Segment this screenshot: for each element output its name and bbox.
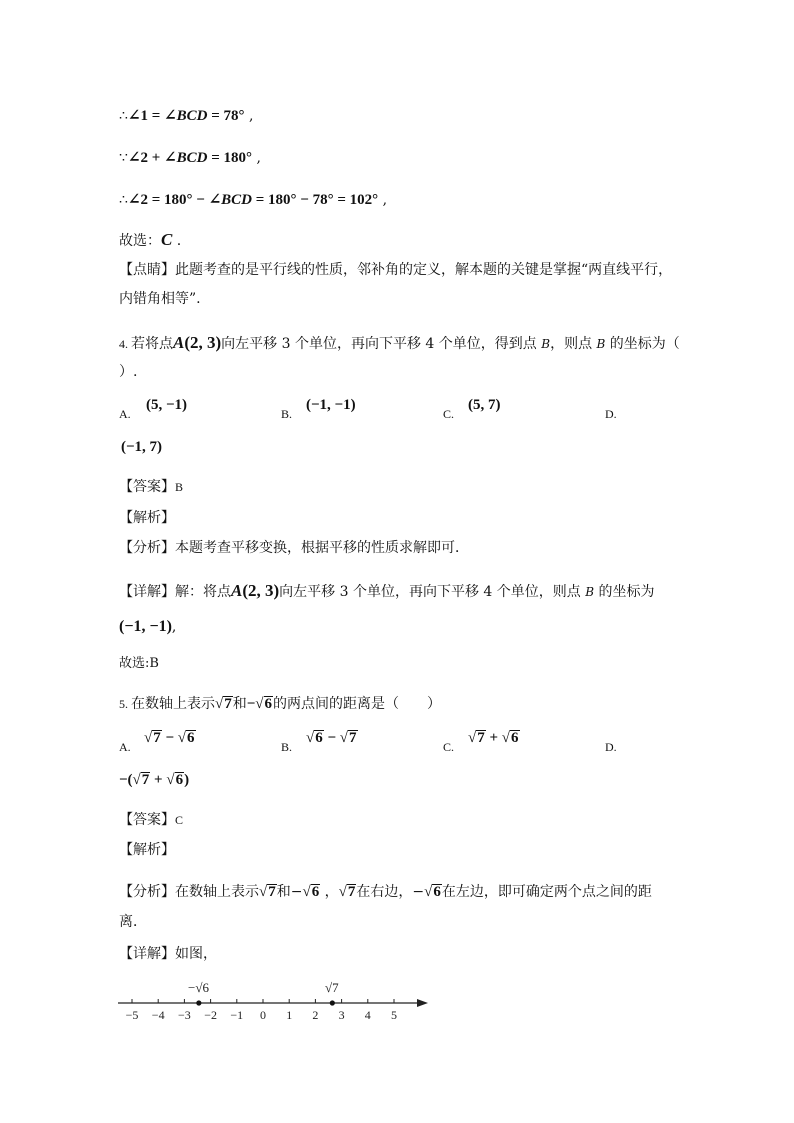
math-text: = 180° − 78° = 102°	[252, 192, 379, 208]
tick-label: 4	[364, 1008, 371, 1022]
tick-label: −3	[178, 1008, 191, 1022]
math-var: BCD	[176, 108, 208, 124]
answer-label: 【答案】	[119, 812, 175, 828]
operator: −	[323, 730, 340, 746]
xiangjie-text: 的坐标为	[594, 584, 655, 600]
q5-fenxi	[119, 882, 652, 902]
math-var: BCD	[221, 192, 252, 208]
operator: +	[150, 772, 167, 788]
q4-fenxi: 【分析】本题考查平移变换，根据平移的性质求解即可．	[119, 540, 469, 556]
arrow-right-icon	[417, 999, 428, 1007]
radicand: 7	[224, 696, 232, 712]
punct: ,	[252, 150, 261, 166]
answer-value: B	[175, 480, 184, 494]
q5-xiangjie: 【详解】如图，	[119, 946, 217, 962]
fenxi-text: 在右边，−	[356, 884, 425, 900]
q5-fenxi-line2: 离．	[119, 914, 147, 930]
stem-text: 的坐标为（	[605, 336, 680, 352]
q5-option-c-value: √7 + √6	[468, 730, 519, 746]
q4-jiexi: 【解析】	[119, 510, 175, 526]
sqrt-icon: √6	[302, 884, 320, 900]
q4-xiangjie	[119, 581, 655, 602]
point-label: A	[231, 581, 243, 600]
math-var: BCD	[176, 150, 208, 166]
radicand: 7	[347, 884, 356, 900]
label-neg-sqrt6: −√6	[188, 980, 209, 995]
punct: .	[172, 233, 182, 249]
sqrt-icon: √7	[259, 884, 276, 900]
math-text: ∠2 = 180° − ∠	[127, 192, 222, 208]
q5-option-b-letter: B.	[281, 740, 293, 754]
radicand: 6	[511, 730, 519, 746]
fenxi-text: 在左边，即可确定两个点之间的距	[441, 884, 652, 900]
q4-option-d-value: (−1, 7)	[121, 439, 163, 455]
radicand: 6	[433, 884, 441, 900]
punct: ,	[171, 619, 177, 635]
stem-text: 和	[232, 696, 247, 712]
tick-label: 5	[391, 1008, 397, 1022]
radicand: 6	[311, 884, 320, 900]
paren: )	[184, 772, 190, 788]
radicand: 6	[175, 772, 184, 788]
q5-option-d-letter: D.	[605, 740, 617, 754]
choice-value: C	[161, 230, 173, 249]
radicand: 6	[187, 730, 195, 746]
math-text: = 78°	[207, 108, 245, 124]
therefore-symbol: ∴	[119, 192, 128, 208]
q5-option-d-value: −(√7 + √6)	[119, 772, 190, 788]
sqrt-icon: √7	[338, 884, 356, 900]
radicand: 7	[349, 730, 357, 746]
q5-stem	[119, 694, 441, 714]
tick-label: 2	[312, 1008, 319, 1022]
sqrt-icon: √6	[424, 884, 441, 900]
tick-label: −4	[151, 1008, 165, 1022]
math-text: = 180°	[207, 150, 252, 166]
line-angle1	[119, 106, 253, 126]
tick-label: −2	[204, 1008, 217, 1022]
tick-label: 1	[286, 1008, 293, 1022]
stem-text: 向左平移 3 个单位，再向下平移 4 个单位，得到点	[221, 336, 542, 352]
q4-option-b-letter: B.	[281, 407, 293, 421]
answer-value: C	[175, 813, 184, 827]
q5-option-b-value: √6 − √7	[306, 730, 357, 746]
tick-label: −1	[230, 1008, 244, 1022]
operator: −	[161, 730, 178, 746]
q4-option-c-value: (5, 7)	[468, 397, 501, 413]
stem-text: ，则点	[550, 336, 597, 352]
operator: +	[485, 730, 502, 746]
q4-option-b-value: (−1, −1)	[306, 397, 356, 413]
number-line-point	[330, 1000, 335, 1005]
sqrt-icon: √7	[215, 696, 232, 712]
q5-option-c-letter: C.	[443, 740, 455, 754]
q5-jiexi: 【解析】	[119, 842, 175, 858]
radicand: 7	[141, 772, 150, 788]
result-coords: (−1, −1)	[119, 618, 172, 635]
math-text: ∠1 = ∠	[127, 108, 177, 124]
radicand: 7	[153, 730, 161, 746]
sqrt-icon: √6	[255, 696, 273, 712]
point-label: B	[596, 337, 606, 351]
line-choice-q3	[119, 230, 181, 251]
dianjing-line2: 内错角相等”.	[119, 291, 201, 307]
dianjing-line1: 【点睛】此题考查的是平行线的性质，邻补角的定义，解本题的关键是掌握“两直线平行，	[119, 262, 673, 278]
fenxi-text: 【分析】在数轴上表示	[119, 884, 259, 900]
stem-text: 的两点间的距离是（ ）	[273, 696, 442, 712]
tick-label: 0	[260, 1008, 266, 1022]
q4-result	[119, 617, 176, 637]
point-coords: (2, 3)	[184, 333, 222, 352]
because-symbol: ∵	[119, 150, 128, 166]
choice-label: 故选：	[119, 233, 161, 249]
number-line-diagram	[110, 975, 440, 1025]
fenxi-text: 和−	[276, 884, 303, 900]
point-label: A	[173, 333, 185, 352]
q5-option-a-value: √7 − √6	[144, 730, 195, 746]
line-angle2-sum	[119, 148, 261, 168]
punct: ,	[378, 192, 388, 208]
q5-answer	[119, 810, 183, 830]
q4-guxuan: 故选:B	[119, 656, 159, 671]
radicand: 6	[264, 696, 273, 712]
radicand: 6	[315, 730, 323, 746]
question-number: 4.	[119, 337, 131, 351]
radicand: 7	[477, 730, 485, 746]
answer-label: 【答案】	[119, 479, 175, 495]
radicand: 7	[268, 884, 276, 900]
q4-option-c-letter: C.	[443, 407, 455, 421]
q4-stem	[119, 333, 680, 354]
paren: −(	[119, 772, 133, 788]
q4-stem-end: ）.	[119, 364, 138, 380]
point-label: B	[541, 337, 551, 351]
point-label: B	[585, 585, 595, 599]
q4-option-a-letter: A.	[119, 407, 131, 421]
therefore-symbol: ∴	[119, 108, 128, 124]
point-coords: (2, 3)	[242, 581, 280, 600]
tick-label: −5	[125, 1008, 139, 1022]
tick-label: 3	[338, 1008, 345, 1022]
q4-option-d-letter: D.	[605, 407, 617, 421]
punct: ,	[244, 108, 254, 124]
q4-answer	[119, 477, 183, 497]
label-sqrt7: √7	[325, 980, 339, 995]
line-angle2-result	[119, 190, 387, 210]
math-text: ∠2 + ∠	[127, 150, 177, 166]
fenxi-text: ，	[320, 884, 339, 900]
q5-option-a-letter: A.	[119, 740, 131, 754]
q4-option-a-value: (5, −1)	[146, 397, 188, 413]
xiangjie-text: 向左平移 3 个单位，再向下平移 4 个单位，则点	[279, 584, 586, 600]
number-line-point	[196, 1000, 201, 1005]
xiangjie-text: 【详解】解：将点	[119, 584, 231, 600]
question-number: 5.	[119, 697, 131, 711]
stem-text: 若将点	[131, 336, 173, 352]
minus-sign: −	[246, 696, 256, 712]
stem-text: 在数轴上表示	[131, 696, 215, 712]
